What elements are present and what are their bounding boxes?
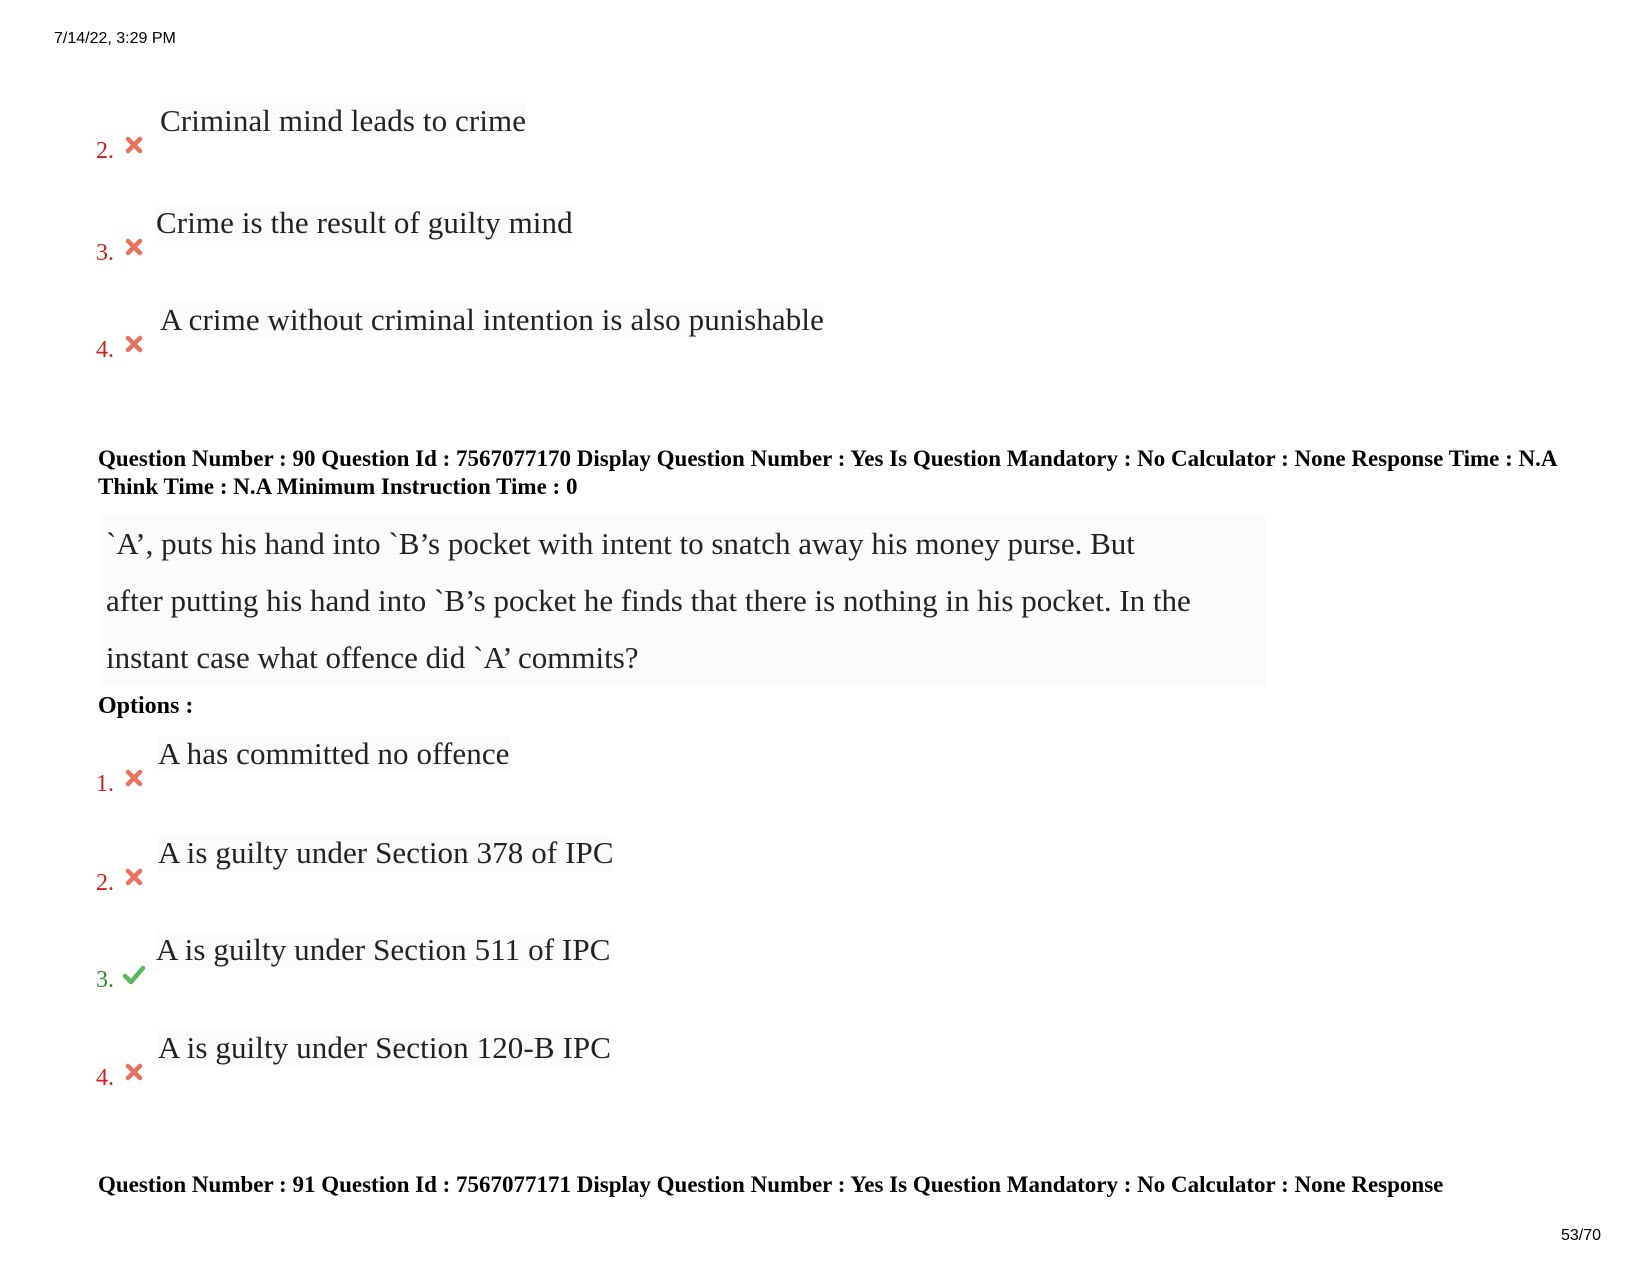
question-91-meta: Question Number : 91 Question Id : 7567077171 Display Question Number : Yes Is Question Mandatory : No Calculator : None Response [98,1172,1444,1197]
option-number: 4. [96,1065,114,1091]
prev-option-2 [96,103,1196,163]
option-text: A is guilty under Section 511 of IPC [156,932,611,967]
option-number: 3. [96,967,114,993]
option-number: 2. [96,870,114,896]
question-text-line: after putting his hand into `B’s pocket he finds that there is nothing in his pocket. In the [106,583,1191,618]
prev-option-4 [96,302,1196,362]
option-number: 3. [96,240,114,266]
cross-icon [124,334,144,354]
q90-option-3 [96,932,1196,992]
cross-icon [124,135,144,155]
cross-icon [124,768,144,788]
option-text: A crime without criminal intention is also punishable [160,302,824,337]
option-text: A has committed no offence [158,736,510,771]
option-text: Crime is the result of guilty mind [156,205,573,240]
cross-icon [124,867,144,887]
q90-option-1 [96,736,1196,796]
question-text-line: `A’, puts his hand into `B’s pocket with intent to snatch away his money purse. But [106,526,1135,561]
option-number: 4. [96,337,114,363]
print-datetime: 7/14/22, 3:29 PM [54,30,176,47]
question-text-line: instant case what offence did `A’ commits? [106,640,639,675]
cross-icon [124,237,144,257]
option-text: Criminal mind leads to crime [160,103,527,138]
q90-option-4 [96,1030,1196,1090]
question-90-meta: Question Number : 90 Question Id : 7567077170 Display Question Number : Yes Is Question Mandatory : No Calculator : None Response Time : N.A Think Time : N.A Minimum Instruction Time : 0 [98,446,1557,499]
option-text: A is guilty under Section 120-B IPC [158,1030,611,1065]
option-text: A is guilty under Section 378 of IPC [158,835,614,870]
option-number: 2. [96,138,114,164]
cross-icon [124,1062,144,1082]
check-icon [122,964,146,986]
option-number: 1. [96,771,114,797]
question-90-text [100,515,1266,686]
page-number: 53/70 [1560,1227,1601,1244]
q90-option-2 [96,835,1196,895]
prev-option-3 [96,205,1196,265]
options-label: Options : [98,693,194,719]
